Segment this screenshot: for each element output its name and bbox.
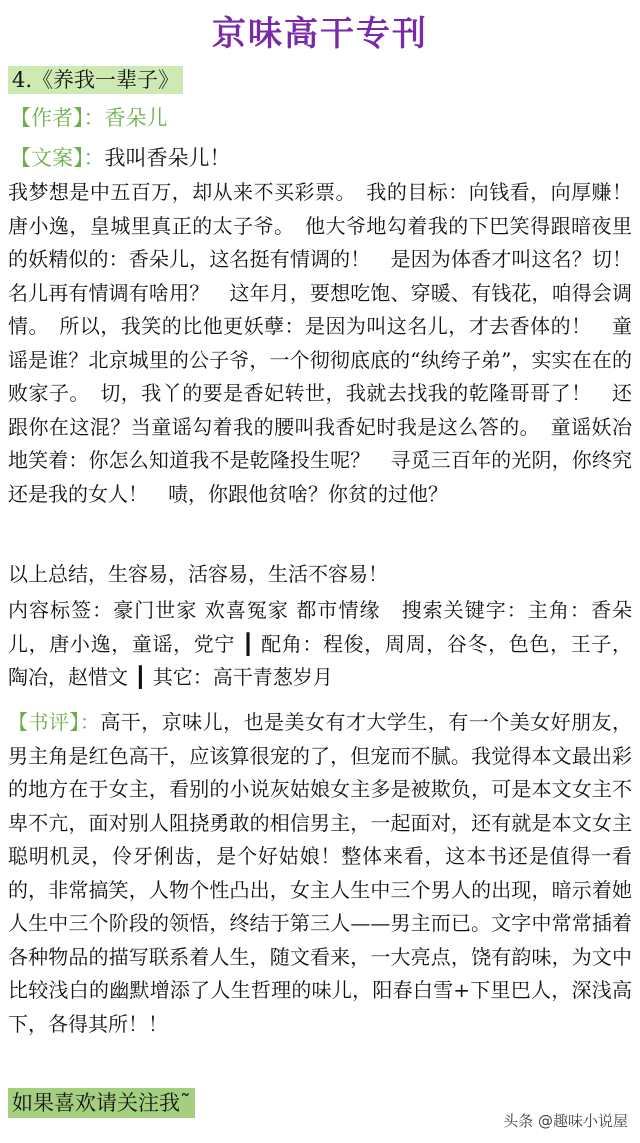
copy-tag: 【文案】： xyxy=(10,146,105,170)
watermark: 头条 @趣味小说屋 xyxy=(503,1112,628,1130)
page-title: 京味高干专刊 xyxy=(212,14,428,54)
summary-text: 以上总结，生容易，活容易，生活不容易！ xyxy=(8,562,388,586)
author-line xyxy=(10,104,168,132)
copy-first-line: 我叫香朵儿！ xyxy=(104,146,231,170)
tags-text: 内容标签：豪门世家 欢喜冤家 都市情缘 搜索关键字：主角：香朵儿，唐小逸，童谣，党宁 ┃ 配角：程俊，周周，谷冬，色色，王子，陶冶，赵惜文 ┃ 其它：高干青葱岁月 xyxy=(8,598,632,689)
review-tag: 【书评】： xyxy=(8,710,101,734)
author-tag: 【作者】： xyxy=(10,106,105,130)
copy-line xyxy=(10,144,231,172)
synopsis-text: 我梦想是中五百万，却从来不买彩票。 我的目标：向钱看，向厚赚！唐小逸，皇城里真正的太子爷。 他大爷地勾着我的下巴笑得跟暗夜里的妖精似的：香朵儿，这名挺有情调的！ 是因为体香才叫这名？切！名儿再有情调有啥用？ 这年月，要想吃饱、穿暖、有钱花，咱得会调情。 所以，我笑的比他更妖孽：是因为叫这名儿，才去香体的！ 童谣是谁？北京城里的公子爷，一个彻彻底底的“纨绔子弟”，实实在在的败家子。 切，我丫的要是香妃转世，我就去找我的乾隆哥哥了！ 还跟你在这混？当童谣勾着我的腰叫我香妃时我是这么答的。 童谣妖冶地笑着：你怎么知道我不是乾隆投生呢？ 寻觅三百年的光阴，你终究还是我的女人！ 啧，你跟他贫啥？你贫的过他？ xyxy=(8,180,632,506)
review-paragraph xyxy=(8,706,632,1041)
author-name: 香朵儿 xyxy=(104,106,168,130)
book-title: 4.《养我一辈子》 xyxy=(8,66,183,94)
follow-banner: 如果喜欢请关注我˜ xyxy=(8,1088,195,1118)
review-text: 高干，京味儿，也是美女有才大学生，有一个美女好朋友，男主角是红色高干，应该算很宠的了，但宠而不腻。我觉得本文最出彩的地方在于女主，看别的小说灰姑娘女主多是被欺负，可是本文女主不卑不亢，面对别人阻挠勇敢的相信男主，一起面对，还有就是本文女主聪明机灵，伶牙俐齿，是个好姑娘！整体来看，这本书还是值得一看的，非常搞笑，人物个性凸出，女主人生中三个男人的出现，暗示着她人生中三个阶段的领悟，终结于第三人——男主而已。文字中常常插着各种物品的描写联系着人生，随文看来，一大亮点，饶有韵味，为文中比较浅白的幽默增添了人生哲理的味儿，阳春白雪+下里巴人，深浅高下，各得其所！！ xyxy=(8,710,633,1036)
